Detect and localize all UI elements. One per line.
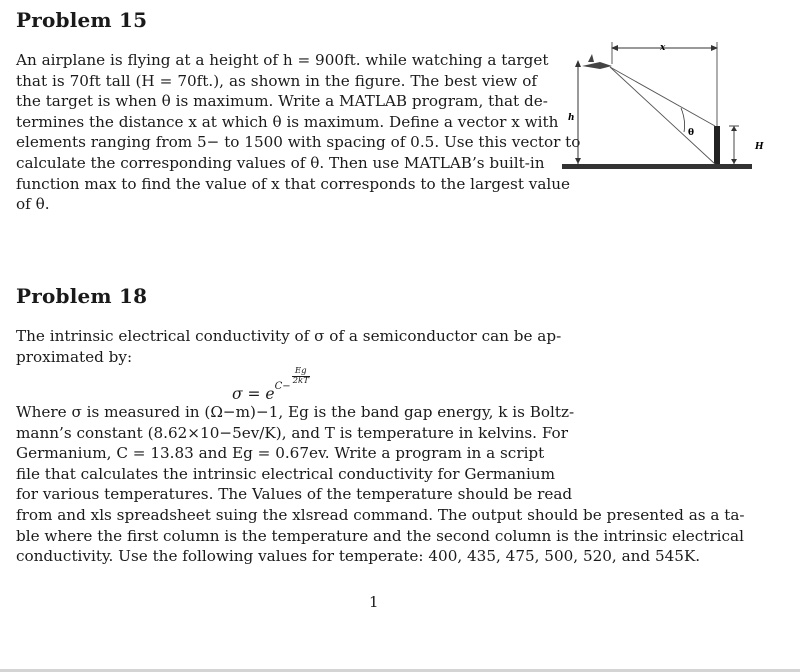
text-line: file that calculates the intrinsic electrical conductivity for Germanium [16, 464, 555, 483]
airplane-icon [582, 54, 612, 69]
problem-18-intro [16, 326, 562, 367]
page-number: 1 [369, 593, 379, 611]
text-line: Where σ is measured in (Ω−m)−1, Eg is the band gap energy, k is Boltz- [16, 403, 575, 421]
theta-arc [681, 108, 685, 132]
text-line: conductivity. Use the following values for temperate: 400, 435, 475, 500, 520, and 545K. [16, 547, 701, 566]
label-H: H [755, 142, 764, 152]
equation-lhs: σ = e [232, 385, 275, 404]
sight-line-bottom [610, 67, 715, 164]
text-line: proximated by: [16, 347, 133, 366]
equation-frac-num: Eg [292, 367, 310, 377]
text-line: mann’s constant (8.62×10−5ev/K), and T is temperature in kelvins. For [16, 423, 568, 442]
text-line: Germanium, C = 13.83 and Eg = 0.67ev. Write a program in a script [16, 444, 545, 463]
sight-line-top [610, 67, 715, 126]
target-post [714, 126, 720, 164]
text-line: termines the distance x at which θ is maximum. Define a vector x with [16, 112, 559, 131]
conductivity-equation [232, 366, 310, 404]
problem-18-text-wide [16, 505, 745, 567]
problem-18-title: Problem 18 [16, 284, 148, 308]
problem-15-text [16, 50, 581, 215]
label-theta: θ [688, 128, 695, 138]
text-line: The intrinsic electrical conductivity of σ of a semiconductor can be ap- [16, 327, 562, 345]
label-x: x [660, 43, 666, 53]
text-line: the target is when θ is maximum. Write a MATLAB program, that de- [16, 92, 548, 111]
text-line: that is 70ft tall (H = 70ft.), as shown in the figure. The best view of [16, 71, 537, 90]
text-line: for various temperatures. The Values of the temperature should be read [16, 485, 573, 504]
text-line: elements ranging from 5− to 1500 with spacing of 0.5. Use this vector to [16, 133, 581, 152]
problem-18-text [16, 402, 575, 505]
text-line: An airplane is flying at a height of h = 900ft. while watching a target [16, 51, 549, 69]
airplane-target-figure [560, 36, 800, 184]
text-line: of θ. [16, 195, 50, 214]
equation-frac-den: 2kT [292, 376, 309, 386]
text-line: ble where the first column is the temperature and the second column is the intrinsic electrical [16, 526, 744, 545]
text-line: from and xls spreadsheet suing the xlsread command. The output should be presented as a ta- [16, 506, 745, 524]
text-line: function max to find the value of x that corresponds to the largest value [16, 174, 571, 193]
ground-bar [562, 164, 752, 169]
problem-15-title: Problem 15 [16, 8, 148, 32]
text-line: calculate the corresponding values of θ. Then use MATLAB’s built-in [16, 153, 545, 172]
label-h: h [568, 113, 575, 123]
equation-exponent: C− [274, 381, 291, 392]
